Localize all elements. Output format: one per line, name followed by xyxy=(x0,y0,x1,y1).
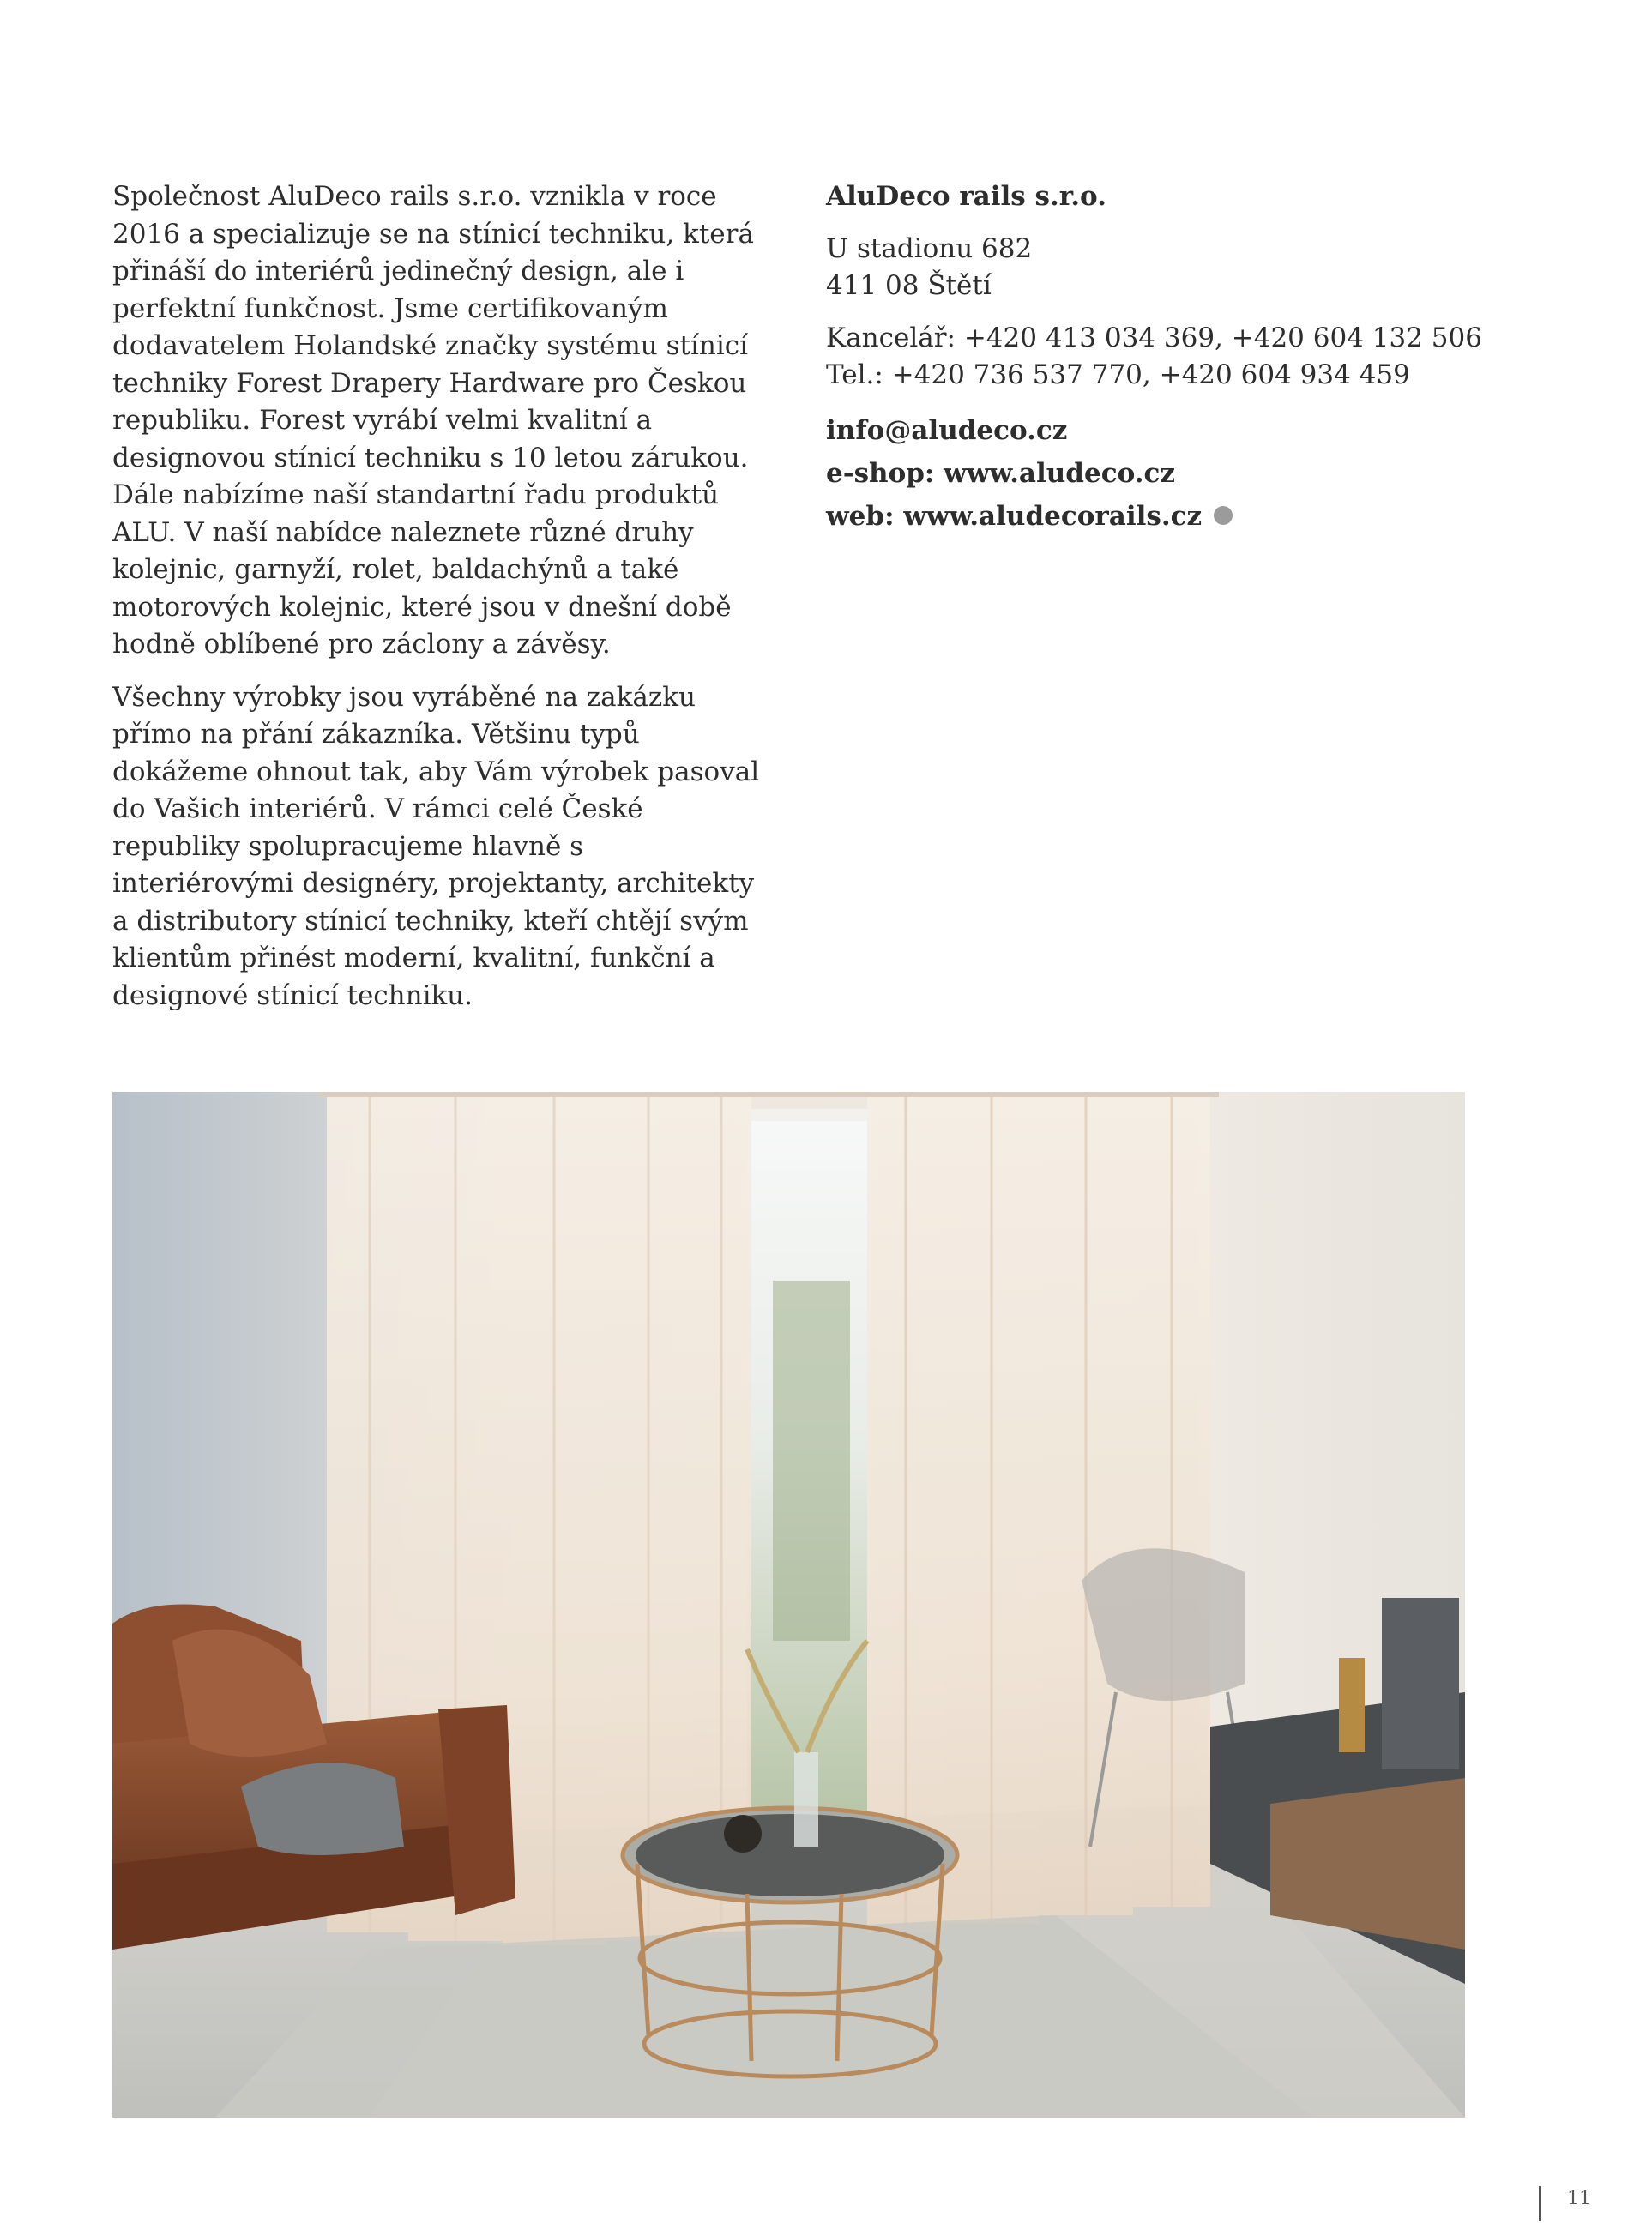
web-link[interactable]: web: www.aludecorails.cz xyxy=(826,501,1203,532)
page-number-divider xyxy=(1539,2186,1541,2221)
page-number: 11 xyxy=(1567,2188,1591,2209)
intro-text xyxy=(112,178,764,1015)
tel-phones: Tel.: +420 736 537 770, +420 604 934 459 xyxy=(826,359,1410,390)
living-room-illustration xyxy=(112,1092,1465,2118)
phone-numbers xyxy=(826,320,1482,394)
address xyxy=(826,231,1478,304)
web-link-row xyxy=(826,495,1478,538)
contact-block xyxy=(826,178,1482,538)
email-link[interactable]: info@aludeco.cz xyxy=(826,415,1068,446)
end-mark-dot-icon xyxy=(1214,506,1233,525)
office-phones: Kancelář: +420 413 034 369, +420 604 132 506 xyxy=(826,322,1482,353)
address-street: U stadionu 682 xyxy=(826,233,1033,264)
online-links xyxy=(826,409,1478,538)
intro-paragraph-2: Všechny výrobky jsou vyráběné na zakázku přímo na přání zákazníka. Většinu typů dokážeme ohnout tak, aby Vám výrobek pasoval do Vašich interiérů. V rámci celé České republiky spolupracujeme hlavně s interiérovými designéry, projektanty, architekty a distributory stínicí techniky, kteří chtějí svým klientům přinést moderní, kvalitní, funkční a designové stínicí techniku. xyxy=(112,681,760,1011)
address-city: 411 08 Štětí xyxy=(826,270,992,301)
intro-paragraph-1: Společnost AluDeco rails s.r.o. vznikla v roce 2016 a specializuje se na stínicí techniku, která přináší do interiérů jedinečný design, ale i perfektní funkčnost. Jsme certifikovaným dodavatelem Holandské značky systému stínicí techniky Forest Drapery Hardware pro Českou republiku. Forest vyrábí velmi kvalitní a designovou stínicí techniku s 10 letou zárukou. Dále nabízíme naší standartní řadu produktů ALU. V naší nabídce naleznete různé druhy kolejnic, garnyží, rolet, baldachýnů a také motorových kolejnic, které jsou v dnešní době hodně oblíbené pro záclony a závěsy. xyxy=(112,181,754,660)
living-room-photo xyxy=(112,1092,1465,2118)
company-name: AluDeco rails s.r.o. xyxy=(826,181,1106,212)
eshop-link[interactable]: e-shop: www.aludeco.cz xyxy=(826,458,1175,489)
